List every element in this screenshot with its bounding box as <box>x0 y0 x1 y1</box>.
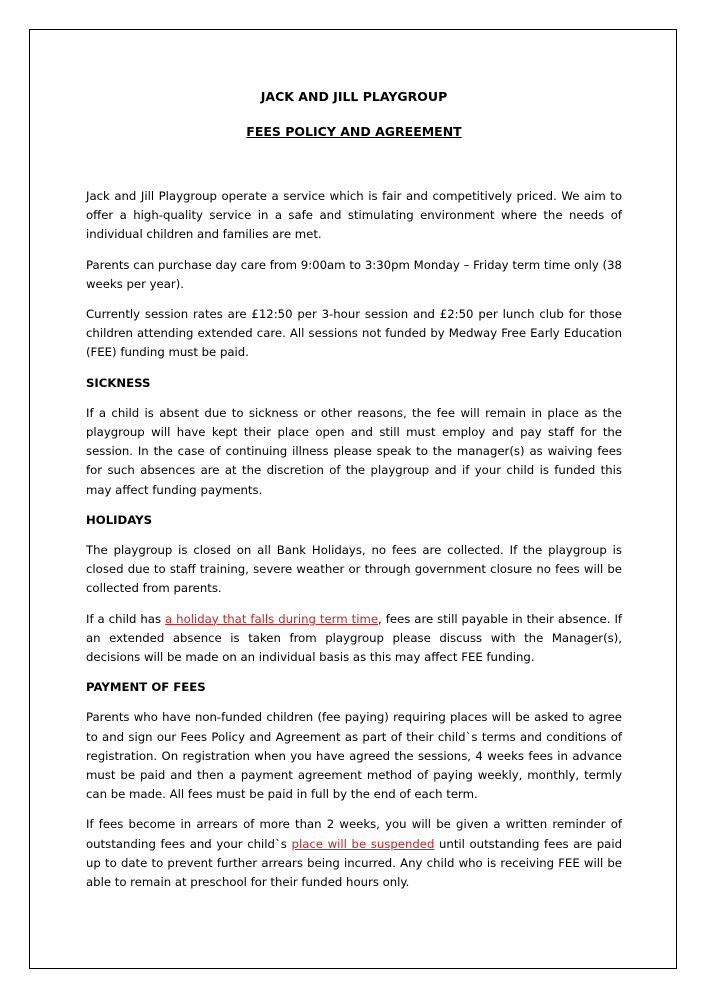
intro-paragraph: Parents can purchase day care from 9:00am to 3:30pm Monday – Friday term time only (38 weeks per year). <box>86 257 622 291</box>
document-body <box>86 87 622 892</box>
document-subtitle: FEES POLICY AND AGREEMENT <box>246 124 462 139</box>
section-heading-holidays: HOLIDAYS <box>86 512 153 527</box>
holiday-term-time-highlight: a holiday that falls during term time <box>165 611 379 626</box>
section-heading-payment: PAYMENT OF FEES <box>86 680 206 695</box>
intro-paragraph: Currently session rates are £12:50 per 3-hour session and £2:50 per lunch club for those children attending extended care. All sessions not funded by Medway Free Early Education (FEE) funding must be paid. <box>86 307 622 360</box>
payment-text-after: until outstanding fees are paid up to date to prevent further arrears being incurred. Any child who is receiving FEE will be able to remain at preschool for their funded hours only. <box>86 836 623 890</box>
section-heading-sickness: SICKNESS <box>86 375 151 390</box>
payment-paragraph: Parents who have non-funded children (fee paying) requiring places will be asked to agree to and sign our Fees Policy and Agreement as part of their child`s terms and conditions of registration. On registration when you have agreed the sessions, 4 weeks fees in advance must be paid and then a payment agreement method of paying weekly, monthly, termly can be made. All fees must be paid in full by the end of each term. <box>86 710 622 802</box>
holidays-paragraph: The playgroup is closed on all Bank Holidays, no fees are collected. If the playgroup is closed due to staff training, severe weather or through government closure no fees will be collected from parents. <box>86 543 622 596</box>
sickness-paragraph: If a child is absent due to sickness or other reasons, the fee will remain in place as the playgroup will have kept their place open and still must employ and pay staff for the session. In the case of continuing illness please speak to the manager(s) as waiving fees for such absences are at the discretion of the playgroup and if your child is funded this may affect funding payments. <box>86 405 622 497</box>
document-title: JACK AND JILL PLAYGROUP <box>260 89 448 104</box>
intro-paragraph: Jack and Jill Playgroup operate a service which is fair and competitively priced. We aim to offer a high-quality service in a safe and stimulating environment where the needs of individual children and families are met. <box>86 189 622 242</box>
payment-text-before: If fees become in arrears of more than 2 weeks, you will be given a written reminder of outstanding fees and your child`s <box>86 817 622 851</box>
payment-paragraph <box>86 815 622 892</box>
holidays-paragraph <box>86 610 622 668</box>
place-suspended-highlight: place will be suspended <box>291 836 435 851</box>
holidays-text-after: , fees are still payable in their absence. If an extended absence is taken from playgroup please discuss with the Manager(s), decisions will be made on an individual basis as this may affect FEE funding. <box>86 611 623 665</box>
holidays-text-before: If a child has <box>86 611 166 626</box>
